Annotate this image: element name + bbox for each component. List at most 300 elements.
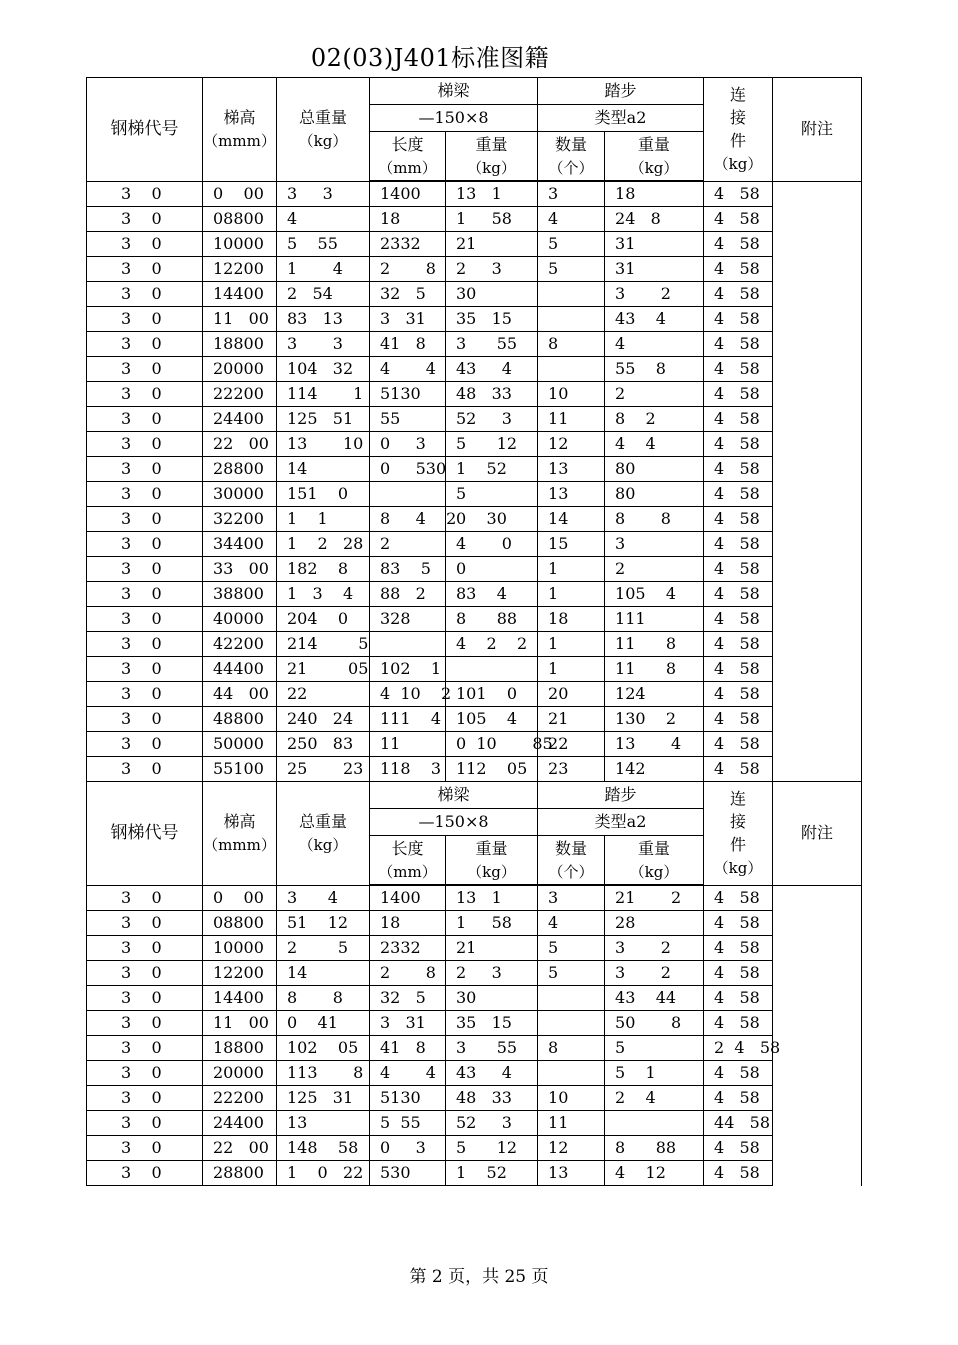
table-cell: 130 2 <box>605 707 704 732</box>
table-cell: 13 1 <box>446 885 538 911</box>
table-row <box>87 1061 862 1086</box>
table-cell: 105 4 <box>605 582 704 607</box>
note-cell <box>773 1086 862 1111</box>
table-cell: 41 8 <box>370 1036 446 1061</box>
table-cell: 4 58 <box>704 407 773 432</box>
table-cell: 2 54 <box>277 282 370 307</box>
table-cell <box>370 632 446 657</box>
table-cell: 3 0 <box>87 407 203 432</box>
table-cell: 112 05 <box>446 757 538 782</box>
table-cell: 18 <box>605 181 704 207</box>
note-cell <box>773 1111 862 1136</box>
table-cell: 4 58 <box>704 382 773 407</box>
table-cell: 3 0 <box>87 181 203 207</box>
table-cell: 34400 <box>203 532 277 557</box>
table-cell: 530 <box>370 1161 446 1186</box>
table-cell: 10 <box>538 382 605 407</box>
table-cell: 1 58 <box>446 207 538 232</box>
table-cell: 13 <box>538 482 605 507</box>
note-cell <box>773 1061 862 1086</box>
header-total-weight: 总重量 （kg） <box>277 78 370 182</box>
table-cell <box>446 657 538 682</box>
table-cell: 2 4 <box>605 1086 704 1111</box>
table-row <box>87 657 862 682</box>
table-cell: 3 0 <box>87 482 203 507</box>
table-row <box>87 1111 862 1136</box>
table-cell: 3 0 <box>87 257 203 282</box>
table-cell: 2 <box>605 382 704 407</box>
table-row <box>87 632 862 657</box>
table-cell: 148 58 <box>277 1136 370 1161</box>
table-cell <box>538 1011 605 1036</box>
table-cell: 5 12 <box>446 432 538 457</box>
table-cell: 1 <box>538 557 605 582</box>
table-cell: 3 <box>605 532 704 557</box>
note-cell <box>773 482 862 507</box>
table-cell: 18 <box>538 607 605 632</box>
table-row <box>87 282 862 307</box>
table-cell: 83 13 <box>277 307 370 332</box>
table-cell: 2 <box>370 532 446 557</box>
table-cell: 1 52 <box>446 457 538 482</box>
table-cell: 50000 <box>203 732 277 757</box>
table-cell: 328 <box>370 607 446 632</box>
table-cell: 23 <box>538 757 605 782</box>
table-row <box>87 607 862 632</box>
table-cell: 4 58 <box>704 1061 773 1086</box>
table-cell: 8 4 2 <box>370 507 446 532</box>
header-connector: 连 接 件 （kg） <box>704 782 773 886</box>
note-cell <box>773 911 862 936</box>
table-cell: 8 <box>538 332 605 357</box>
table-cell: 3 0 <box>87 1086 203 1111</box>
table-cell: 2 5 <box>277 936 370 961</box>
table-row <box>87 532 862 557</box>
table-cell: 55 8 <box>605 357 704 382</box>
table-cell: 4 58 <box>704 532 773 557</box>
note-cell <box>773 1136 862 1161</box>
table-cell: 14400 <box>203 986 277 1011</box>
table-cell: 32 5 <box>370 282 446 307</box>
table-row <box>87 1136 862 1161</box>
table-cell: 52 3 <box>446 407 538 432</box>
table-row <box>87 232 862 257</box>
table-cell: 4 58 <box>704 507 773 532</box>
table-cell: 182 8 <box>277 557 370 582</box>
header-beam-weight: 重量 （kg） <box>446 132 538 182</box>
table-cell: 24400 <box>203 1111 277 1136</box>
note-cell <box>773 1011 862 1036</box>
table-cell: 4 4 <box>605 432 704 457</box>
table-cell: 2 3 <box>446 257 538 282</box>
table-cell: 3 4 <box>277 885 370 911</box>
table-cell: 42200 <box>203 632 277 657</box>
table-cell <box>538 357 605 382</box>
table-cell <box>538 1061 605 1086</box>
note-cell <box>773 357 862 382</box>
table-cell: 3 0 <box>87 557 203 582</box>
table-cell: 240 24 <box>277 707 370 732</box>
table-cell: 38800 <box>203 582 277 607</box>
table-cell: 22 00 <box>203 1136 277 1161</box>
table-cell: 3 0 <box>87 582 203 607</box>
table-cell: 5 55 <box>370 1111 446 1136</box>
table-cell: 18 <box>370 911 446 936</box>
header-step: 踏步 <box>538 782 704 809</box>
table-cell: 3 0 <box>87 986 203 1011</box>
table-cell: 10000 <box>203 232 277 257</box>
table-row <box>87 1161 862 1186</box>
table-cell: 43 44 <box>605 986 704 1011</box>
table-row <box>87 961 862 986</box>
table-cell: 1 <box>538 657 605 682</box>
table-cell: 4 4 <box>370 357 446 382</box>
header-note: 附注 <box>773 782 862 886</box>
table-cell: 5 12 <box>446 1136 538 1161</box>
note-cell <box>773 307 862 332</box>
note-cell <box>773 432 862 457</box>
note-cell <box>773 181 862 207</box>
table-cell <box>538 307 605 332</box>
table-cell: 3 3 <box>277 181 370 207</box>
table-cell: 4 <box>277 207 370 232</box>
header-beam-spec: —150×8 <box>370 809 538 836</box>
table-cell: 4 58 <box>704 257 773 282</box>
header-code: 钢梯代号 <box>87 78 203 182</box>
table-cell: 14 <box>277 961 370 986</box>
table-cell: 0 00 <box>203 181 277 207</box>
table-cell: 104 32 <box>277 357 370 382</box>
steel-ladder-table <box>86 77 862 1186</box>
table-cell: 3 2 <box>605 961 704 986</box>
table-cell: 3 0 <box>87 282 203 307</box>
table-cell: 4 0 <box>446 532 538 557</box>
table-cell: 24 8 <box>605 207 704 232</box>
table-cell: 3 31 <box>370 1011 446 1036</box>
table-row <box>87 986 862 1011</box>
header-note: 附注 <box>773 78 862 182</box>
table-cell: 83 5 <box>370 557 446 582</box>
table-row <box>87 257 862 282</box>
table-cell: 8 8 <box>277 986 370 1011</box>
table-cell: 142 <box>605 757 704 782</box>
table-cell: 3 2 <box>605 936 704 961</box>
table-cell: 102 1 <box>370 657 446 682</box>
table-cell: 4 58 <box>704 582 773 607</box>
table-cell: 12200 <box>203 961 277 986</box>
table-cell: 0 30 <box>446 507 538 532</box>
table-cell: 2 8 <box>370 257 446 282</box>
table-cell: 3 0 <box>87 1061 203 1086</box>
table-cell: 33 00 <box>203 557 277 582</box>
note-cell <box>773 682 862 707</box>
table-cell: 3 0 <box>87 607 203 632</box>
table-cell: 52 3 <box>446 1111 538 1136</box>
table-row <box>87 1036 862 1061</box>
table-cell: 4 58 <box>704 282 773 307</box>
table-cell: 3 0 <box>87 457 203 482</box>
note-cell <box>773 257 862 282</box>
table-cell: 20000 <box>203 357 277 382</box>
table-row <box>87 407 862 432</box>
table-cell: 3 0 <box>87 307 203 332</box>
table-cell: 11 <box>538 407 605 432</box>
table-cell: 48 33 <box>446 382 538 407</box>
table-cell: 22200 <box>203 382 277 407</box>
table-cell: 2 3 <box>446 961 538 986</box>
table-row <box>87 1011 862 1036</box>
table-cell: 4 58 <box>704 682 773 707</box>
table-cell: 43 4 <box>446 1061 538 1086</box>
table-cell: 13 4 <box>605 732 704 757</box>
table-cell: 3 3 <box>277 332 370 357</box>
table-cell <box>370 482 446 507</box>
table-cell: 1 52 <box>446 1161 538 1186</box>
note-cell <box>773 757 862 782</box>
table-cell: 88 2 <box>370 582 446 607</box>
table-cell <box>538 282 605 307</box>
table-cell: 25 23 <box>277 757 370 782</box>
table-row <box>87 507 862 532</box>
table-cell <box>605 1111 704 1136</box>
table-cell: 30 <box>446 282 538 307</box>
table-cell: 43 4 <box>446 357 538 382</box>
table-row <box>87 382 862 407</box>
note-cell <box>773 986 862 1011</box>
note-cell <box>773 961 862 986</box>
table-cell: 22 <box>277 682 370 707</box>
table-cell: 113 8 <box>277 1061 370 1086</box>
table-cell: 4 58 <box>704 1086 773 1111</box>
table-cell: 4 <box>538 911 605 936</box>
table-cell: 3 <box>538 885 605 911</box>
table-cell: 3 0 <box>87 632 203 657</box>
table-cell: 0 3 <box>370 432 446 457</box>
table-cell: 50 8 <box>605 1011 704 1036</box>
table-cell: 3 55 <box>446 1036 538 1061</box>
table-cell: 1 4 <box>277 257 370 282</box>
table-cell: 08800 <box>203 207 277 232</box>
note-cell <box>773 732 862 757</box>
table-cell: 5130 <box>370 382 446 407</box>
table-cell: 250 83 <box>277 732 370 757</box>
table-cell: 4 58 <box>704 307 773 332</box>
header-beam-spec: —150×8 <box>370 105 538 132</box>
note-cell <box>773 232 862 257</box>
table-cell: 3 0 <box>87 961 203 986</box>
header-step-spec: 类型a2 <box>538 105 704 132</box>
table-cell: 2332 <box>370 936 446 961</box>
table-cell: 105 4 <box>446 707 538 732</box>
header-step: 踏步 <box>538 78 704 105</box>
table-cell: 21 <box>538 707 605 732</box>
table-row <box>87 432 862 457</box>
table-cell: 118 3 <box>370 757 446 782</box>
table-cell: 44 00 <box>203 682 277 707</box>
table-cell: 5 <box>538 232 605 257</box>
table-cell: 28800 <box>203 457 277 482</box>
table-row <box>87 582 862 607</box>
table-cell: 12200 <box>203 257 277 282</box>
table-cell: 4 58 <box>704 885 773 911</box>
table-cell: 4 58 <box>704 232 773 257</box>
table-cell: 18800 <box>203 332 277 357</box>
table-cell: 13 1 <box>446 181 538 207</box>
table-cell: 124 <box>605 682 704 707</box>
table-cell: 32200 <box>203 507 277 532</box>
note-cell <box>773 532 862 557</box>
table-cell: 111 4 <box>370 707 446 732</box>
table-cell <box>538 986 605 1011</box>
header-step-spec: 类型a2 <box>538 809 704 836</box>
table-cell: 4 4 <box>370 1061 446 1086</box>
header-length: 长度 （mm） <box>370 132 446 182</box>
table-row <box>87 885 862 911</box>
table-cell: 5 55 <box>277 232 370 257</box>
header-code: 钢梯代号 <box>87 782 203 886</box>
table-cell: 3 0 <box>87 885 203 911</box>
table-cell: 80 <box>605 457 704 482</box>
table-cell: 3 0 <box>87 507 203 532</box>
note-cell <box>773 282 862 307</box>
table-cell: 3 0 <box>87 207 203 232</box>
table-row <box>87 207 862 232</box>
table-cell: 40000 <box>203 607 277 632</box>
table-cell: 3 0 <box>87 382 203 407</box>
table-row <box>87 707 862 732</box>
note-cell <box>773 507 862 532</box>
table-cell: 4 58 <box>704 1011 773 1036</box>
table-cell: 11 8 <box>605 657 704 682</box>
table-cell: 4 12 <box>605 1161 704 1186</box>
note-cell <box>773 382 862 407</box>
note-cell <box>773 557 862 582</box>
table-cell: 31 <box>605 232 704 257</box>
header-length: 长度 （mm） <box>370 836 446 886</box>
table-cell: 35 15 <box>446 1011 538 1036</box>
table-cell: 55 <box>370 407 446 432</box>
table-cell: 1 3 4 <box>277 582 370 607</box>
table-cell: 4 58 <box>704 357 773 382</box>
table-cell: 13 <box>277 1111 370 1136</box>
table-cell: 12 <box>538 432 605 457</box>
note-cell <box>773 657 862 682</box>
table-cell: 3 55 <box>446 332 538 357</box>
note-cell <box>773 457 862 482</box>
table-cell: 35 15 <box>446 307 538 332</box>
table-cell: 32 5 <box>370 986 446 1011</box>
table-cell: 204 0 <box>277 607 370 632</box>
table-cell: 80 <box>605 482 704 507</box>
note-cell <box>773 582 862 607</box>
table-cell: 8 8 <box>605 507 704 532</box>
table-cell: 0 10 85 <box>446 732 538 757</box>
table-cell: 1 2 28 <box>277 532 370 557</box>
table-cell: 101 0 <box>446 682 538 707</box>
table-cell: 21 2 <box>605 885 704 911</box>
table-cell: 4 58 <box>704 911 773 936</box>
table-cell: 3 0 <box>87 1161 203 1186</box>
table-cell: 3 0 <box>87 682 203 707</box>
table-row <box>87 557 862 582</box>
table-cell: 1400 <box>370 181 446 207</box>
table-cell: 11 8 <box>605 632 704 657</box>
table-cell: 0 530 <box>370 457 446 482</box>
table-cell: 102 05 <box>277 1036 370 1061</box>
table-cell: 13 <box>538 457 605 482</box>
table-row <box>87 457 862 482</box>
table-row <box>87 482 862 507</box>
note-cell <box>773 1161 862 1186</box>
table-row <box>87 357 862 382</box>
table-cell: 10000 <box>203 936 277 961</box>
table-cell: 8 88 <box>446 607 538 632</box>
table-cell: 4 58 <box>704 707 773 732</box>
table-row <box>87 936 862 961</box>
table-cell: 4 58 <box>704 657 773 682</box>
table-cell: 5 <box>538 936 605 961</box>
table-cell: 1 0 22 <box>277 1161 370 1186</box>
table-cell: 3 0 <box>87 707 203 732</box>
table-cell: 20 <box>538 682 605 707</box>
table-cell: 11 00 <box>203 1011 277 1036</box>
table-cell: 3 0 <box>87 357 203 382</box>
table-row <box>87 732 862 757</box>
table-cell: 5 1 <box>605 1061 704 1086</box>
table-cell: 5 <box>538 961 605 986</box>
table-cell: 2 8 <box>370 961 446 986</box>
table-cell: 13 10 <box>277 432 370 457</box>
table-cell: 3 0 <box>87 657 203 682</box>
table-cell: 3 2 <box>605 282 704 307</box>
header-beam: 梯梁 <box>370 782 538 809</box>
table-cell: 83 4 <box>446 582 538 607</box>
table-cell: 4 58 <box>704 607 773 632</box>
table-cell: 214 5 <box>277 632 370 657</box>
header-beam-weight: 重量 （kg） <box>446 836 538 886</box>
table-cell: 55100 <box>203 757 277 782</box>
table-cell: 4 58 <box>704 732 773 757</box>
table-cell: 1 <box>538 582 605 607</box>
table-cell: 3 0 <box>87 732 203 757</box>
table-cell: 4 58 <box>704 181 773 207</box>
table-cell: 22200 <box>203 1086 277 1111</box>
table-cell: 0 41 <box>277 1011 370 1036</box>
table-cell: 14400 <box>203 282 277 307</box>
table-row <box>87 307 862 332</box>
note-cell <box>773 707 862 732</box>
note-cell <box>773 1036 862 1061</box>
table-cell: 11 <box>538 1111 605 1136</box>
table-cell: 3 0 <box>87 332 203 357</box>
note-cell <box>773 207 862 232</box>
table-cell: 18 <box>370 207 446 232</box>
table-cell: 2 4 58 <box>704 1036 773 1061</box>
table-cell: 3 0 <box>87 936 203 961</box>
table-cell: 4 58 <box>704 961 773 986</box>
header-step-weight: 重量 （kg） <box>605 132 704 182</box>
table-cell: 28 <box>605 911 704 936</box>
table-cell: 4 58 <box>704 936 773 961</box>
table-cell: 15 <box>538 532 605 557</box>
table-cell: 3 <box>538 181 605 207</box>
table-cell: 48 33 <box>446 1086 538 1111</box>
table-cell: 12 <box>538 1136 605 1161</box>
table-cell: 41 8 <box>370 332 446 357</box>
table-cell: 1 1 <box>277 507 370 532</box>
table-cell: 4 58 <box>704 757 773 782</box>
header-count: 数量 （个） <box>538 836 605 886</box>
